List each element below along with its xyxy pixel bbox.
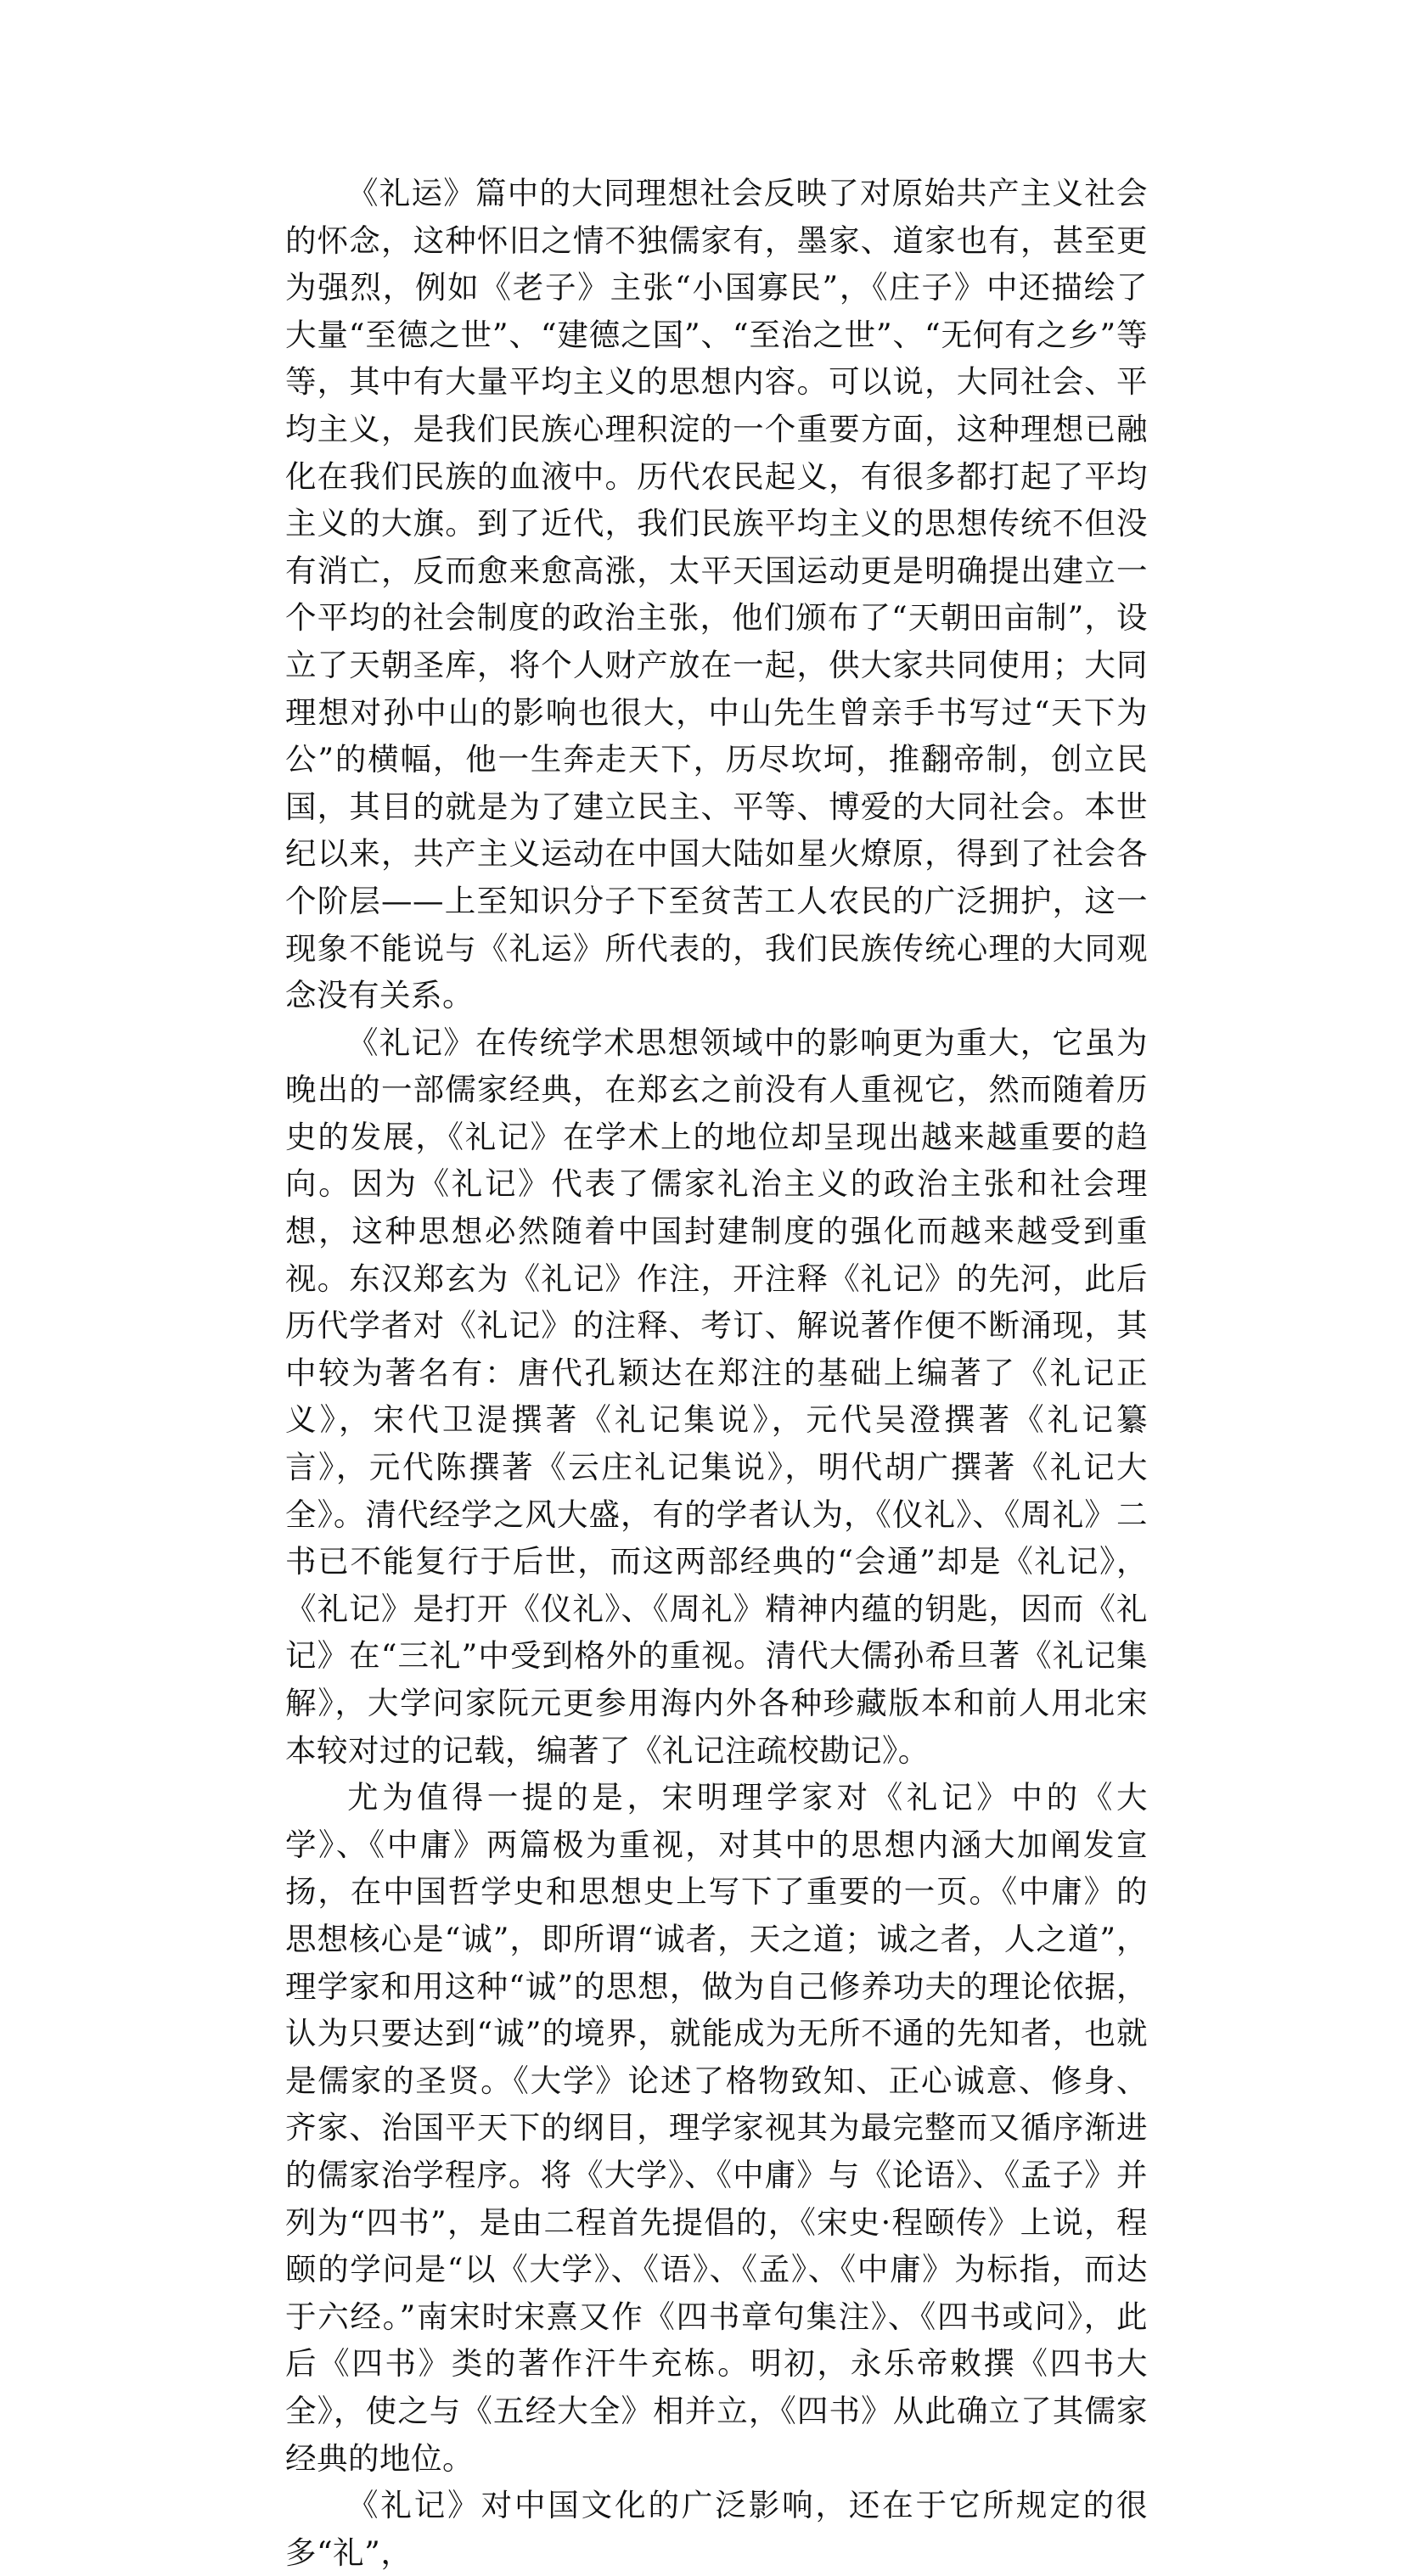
paragraph-daxue-zhongyong: 尤为值得一提的是，宋明理学家对《礼记》中的《大学》、《中庸》两篇极为重视，对其中的思想内涵大加阐发宣扬，在中国哲学史和思想史上写下了重要的一页。《中庸》的思想核心是“诚”，即所谓“诚者，天之道；诚之者，人之道”，理学家和用这种“诚”的思想，做为自己修养功夫的理论依据，认为只要达到“诚”的境界，就能成为无所不通的先知者，也就是儒家的圣贤。《大学》论述了格物致知、正心诚意、修身、齐家、治国平天下的纲目，理学家视其为最完整而又循序渐进的儒家治学程序。将《大学》、《中庸》与《论语》、《孟子》并列为“四书”，是由二程首先提倡的，《宋史·程颐传》上说，程颐的学问是“以《大学》、《语》、《孟》、《中庸》为标指，而达于六经。”南宋时宋熹又作《四书章句集注》、《四书或问》，此后《四书》类的著作汗牛充栋。明初，永乐帝敕撰《四书大全》，使之与《五经大全》相并立，《四书》从此确立了其儒家经典的地位。 [285,1779,1148,2477]
paragraph-liyun-datong: 《礼运》篇中的大同理想社会反映了对原始共产主义社会的怀念，这种怀旧之情不独儒家有，墨家、道家也有，甚至更为强烈，例如《老子》主张“小国寡民”，《庄子》中还描绘了大量“至德之世”、“建德之国”、“至治之世”、“无何有之乡”等等，其中有大量平均主义的思想内容。可以说，大同社会、平均主义，是我们民族心理积淀的一个重要方面，这种理想已融化在我们民族的血液中。历代农民起义，有很多都打起了平均主义的大旗。到了近代，我们民族平均主义的思想传统不但没有消亡，反而愈来愈高涨，太平天国运动更是明确提出建立一个平均的社会制度的政治主张，他们颁布了“天朝田亩制”，设立了天朝圣库，将个人财产放在一起，供大家共同使用；大同理想对孙中山的影响也很大，中山先生曾亲手书写过“天下为公”的横幅，他一生奔走天下，历尽坎坷，推翻帝制，创立民国，其目的就是为了建立民主、平等、博爱的大同社会。本世纪以来，共产主义运动在中国大陆如星火燎原，得到了社会各个阶层——上至知识分子下至贫苦工人农民的广泛拥护，这一现象不能说与《礼运》所代表的，我们民族传统心理的大同观念没有关系。 [285,175,1148,1014]
paragraph-liji-influence: 《礼记》对中国文化的广泛影响，还在于它所规定的很多“礼”， [285,2487,1148,2571]
paragraph-liji-scholarship: 《礼记》在传统学术思想领域中的影响更为重大，它虽为晚出的一部儒家经典，在郑玄之前没有人重视它，然而随着历史的发展，《礼记》在学术上的地位却呈现出越来越重要的趋向。因为《礼记》代表了儒家礼治主义的政治主张和社会理想，这种思想必然随着中国封建制度的强化而越来越受到重视。东汉郑玄为《礼记》作注，开注释《礼记》的先河，此后历代学者对《礼记》的注释、考订、解说著作便不断涌现，其中较为著名有：唐代孔颖达在郑注的基础上编著了《礼记正义》，宋代卫湜撰著《礼记集说》，元代吴澄撰著《礼记纂言》，元代陈撰著《云庄礼记集说》，明代胡广撰著《礼记大全》。清代经学之风大盛，有的学者认为，《仪礼》、《周礼》二书已不能复行于后世，而这两部经典的“会通”却是《礼记》，《礼记》是打开《仪礼》、《周礼》精神内蕴的钥匙，因而《礼记》在“三礼”中受到格外的重视。清代大儒孙希旦著《礼记集解》，大学问家阮元更参用海内外各种珍藏版本和前人用北宋本较对过的记载，编著了《礼记注疏校勘记》。 [285,1024,1148,1769]
document-page [285,170,1148,2576]
